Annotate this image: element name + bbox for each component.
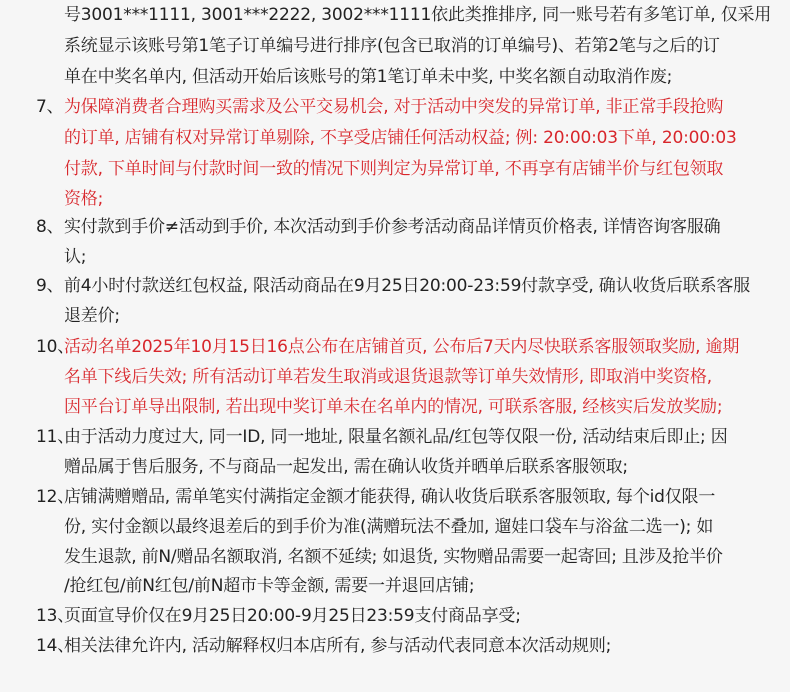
rule-text: 为保障消费者合理购买需求及公平交易机会, 对于活动中突发的异常订单, 非正常手段抢购 (64, 97, 724, 117)
rule-number: 13、 (36, 606, 75, 626)
rule-text: 单在中奖名单内, 但活动开始后该账号的第1笔订单未中奖, 中奖名额自动取消作废; (64, 67, 673, 87)
rule-text: 赠品属于售后服务, 不与商品一起发出, 需在确认收货并晒单后联系客服领取; (64, 457, 628, 477)
rule-text: 相关法律允许内, 活动解释权归本店所有, 参与活动代表同意本次活动规则; (64, 636, 612, 656)
rule-number: 10、 (36, 337, 75, 357)
rule-text: 活动名单2025年10月15日16点公布在店铺首页, 公布后7天内尽快联系客服领取奖励, 逾期 (64, 337, 740, 357)
rule-number: 8、 (36, 217, 64, 237)
rule-text: 前4小时付款送红包权益, 限活动商品在9月25日20:00-23:59付款享受, 确认收货后联系客服 (64, 276, 750, 296)
rule-number: 14、 (36, 636, 75, 656)
rule-text: 系统显示该账号第1笔子订单编号进行排序(包含已取消的订单编号)、若第2笔与之后的订 (64, 36, 720, 56)
rule-number: 12、 (36, 487, 75, 507)
rule-number: 11、 (36, 427, 75, 447)
rule-text: 的订单, 店铺有权对异常订单剔除, 不享受店铺任何活动权益; 例: 20:00:03下单, 20:00:03 (64, 128, 737, 148)
rule-text: 因平台订单导出限制, 若出现中奖订单未在名单内的情况, 可联系客服, 经核实后发放奖励; (64, 397, 723, 417)
rule-text: /抢红包/前N红包/前N超市卡等金额, 需要一并退回店铺; (64, 576, 475, 596)
rule-number: 7、 (36, 97, 64, 117)
rule-text: 份, 实付金额以最终退差后的到手价为准(满赠玩法不叠加, 遛娃口袋车与浴盆二选一); 如 (64, 517, 714, 537)
rule-text: 退差价; (64, 306, 120, 326)
rule-number: 9、 (36, 276, 64, 296)
rule-text: 发生退款, 前N/赠品名额取消, 名额不延续; 如退货, 实物赠品需要一起寄回; 且涉及抢半价 (64, 547, 723, 567)
rule-text: 由于活动力度过大, 同一ID, 同一地址, 限量名额礼品/红包等仅限一份, 活动结束后即止; 因 (64, 427, 728, 447)
rule-text: 认; (64, 247, 87, 267)
rule-text: 实付款到手价≠活动到手价, 本次活动到手价参考活动商品详情页价格表, 详情咨询客服确 (64, 217, 721, 237)
rule-text: 名单下线后失效; 所有活动订单若发生取消或退货退款等订单失效情形, 即取消中奖资格, (64, 367, 712, 387)
rule-text: 号3001***1111, 3001***2222, 3002***1111依此类推排序, 同一账号若有多笔订单, 仅采用 (64, 5, 772, 25)
rule-text: 店铺满赠赠品, 需单笔实付满指定金额才能获得, 确认收货后联系客服领取, 每个id仅限一 (64, 487, 716, 507)
rule-text: 页面宣导价仅在9月25日20:00-9月25日23:59支付商品享受; (64, 606, 521, 626)
rule-text: 付款, 下单时间与付款时间一致的情况下则判定为异常订单, 不再享有店铺半价与红包领取 (64, 159, 724, 179)
rule-text: 资格; (64, 189, 104, 209)
